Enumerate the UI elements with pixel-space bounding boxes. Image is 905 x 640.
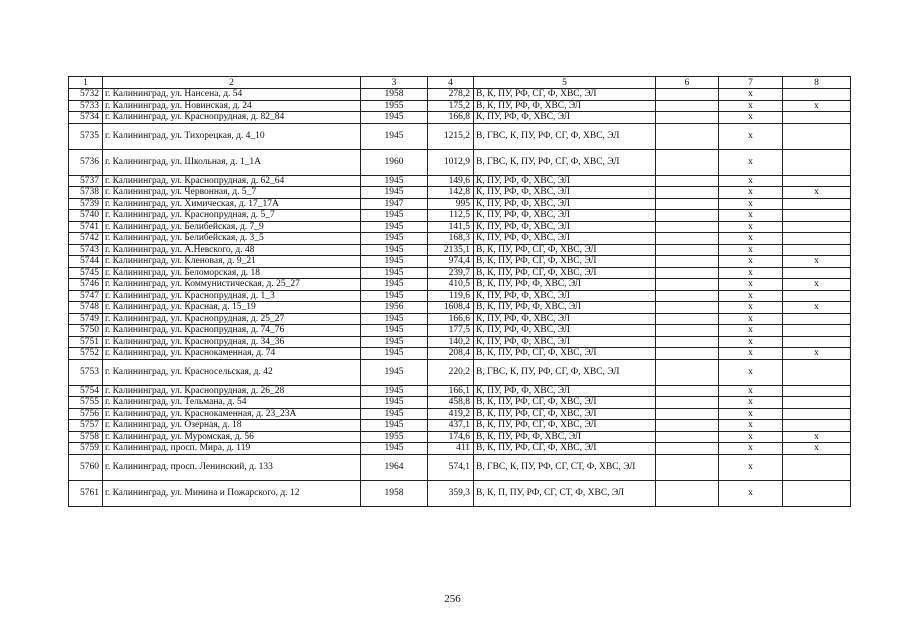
address-cell: г. Калининград, ул. Червонная, д. 5_7	[103, 187, 361, 199]
row-number: 5747	[69, 290, 103, 302]
year-cell: 1945	[361, 267, 428, 279]
row-number: 5753	[69, 359, 103, 385]
systems-cell: В, К, ПУ, РФ, СГ, Ф, ХВС, ЭЛ	[474, 348, 656, 360]
table-row	[69, 112, 851, 124]
col7-mark: х	[719, 420, 783, 432]
table-row	[69, 267, 851, 279]
col7-mark: х	[719, 348, 783, 360]
year-cell: 1945	[361, 325, 428, 337]
col7-mark: х	[719, 302, 783, 314]
address-cell: г. Калининград, ул. Краснокаменная, д. 74	[103, 348, 361, 360]
systems-cell: В, К, ПУ, РФ, Ф, ХВС, ЭЛ	[474, 431, 656, 443]
col6-cell	[656, 420, 719, 432]
row-number: 5750	[69, 325, 103, 337]
year-cell: 1955	[361, 100, 428, 112]
col6-cell	[656, 233, 719, 245]
col6-cell	[656, 336, 719, 348]
col7-mark: х	[719, 480, 783, 506]
row-number: 5746	[69, 279, 103, 291]
row-number: 5758	[69, 431, 103, 443]
area-cell: 1215,2	[428, 123, 474, 149]
row-number: 5738	[69, 187, 103, 199]
col6-cell	[656, 359, 719, 385]
systems-cell: В, К, ПУ, РФ, СГ, Ф, ХВС, ЭЛ	[474, 267, 656, 279]
address-cell: г. Калининград, ул. Краснопрудная, д. 1_3	[103, 290, 361, 302]
col7-mark: х	[719, 290, 783, 302]
col7-mark: х	[719, 313, 783, 325]
area-cell: 175,2	[428, 100, 474, 112]
col7-mark: х	[719, 443, 783, 455]
col8-mark	[783, 123, 851, 149]
area-cell: 177,5	[428, 325, 474, 337]
row-number: 5743	[69, 244, 103, 256]
year-cell: 1945	[361, 359, 428, 385]
area-cell: 974,4	[428, 256, 474, 268]
area-cell: 140,2	[428, 336, 474, 348]
year-cell: 1945	[361, 233, 428, 245]
col7-mark: х	[719, 244, 783, 256]
row-number: 5739	[69, 198, 103, 210]
address-cell: г. Калининград, ул. Тихорецкая, д. 4_10	[103, 123, 361, 149]
table-row	[69, 397, 851, 409]
row-number: 5755	[69, 397, 103, 409]
address-cell: г. Калининград, ул. Краснопрудная, д. 26_28	[103, 385, 361, 397]
year-cell: 1964	[361, 454, 428, 480]
col6-cell	[656, 210, 719, 222]
table-row	[69, 290, 851, 302]
systems-cell: К, ПУ, РФ, Ф, ХВС, ЭЛ	[474, 198, 656, 210]
table-row	[69, 175, 851, 187]
table-row	[69, 210, 851, 222]
year-cell: 1945	[361, 443, 428, 455]
area-cell: 174,6	[428, 431, 474, 443]
col8-mark	[783, 420, 851, 432]
area-cell: 411	[428, 443, 474, 455]
col8-mark	[783, 385, 851, 397]
col7-mark: х	[719, 408, 783, 420]
address-cell: г. Калининград, ул. Коммунистическая, д. 25_27	[103, 279, 361, 291]
year-cell: 1945	[361, 397, 428, 409]
address-cell: г. Калининград, ул. Минина и Пожарского, д. 12	[103, 480, 361, 506]
table-row	[69, 123, 851, 149]
col6-cell	[656, 187, 719, 199]
row-number: 5742	[69, 233, 103, 245]
year-cell: 1945	[361, 408, 428, 420]
systems-cell: В, К, ПУ, РФ, СГ, Ф, ХВС, ЭЛ	[474, 397, 656, 409]
col7-mark: х	[719, 397, 783, 409]
systems-cell: К, ПУ, РФ, Ф, ХВС, ЭЛ	[474, 233, 656, 245]
col6-cell	[656, 348, 719, 360]
row-number: 5740	[69, 210, 103, 222]
systems-cell: В, К, ПУ, РФ, Ф, ХВС, ЭЛ	[474, 302, 656, 314]
systems-cell: В, К, ПУ, РФ, Ф, ХВС, ЭЛ	[474, 279, 656, 291]
systems-cell: К, ПУ, РФ, Ф, ХВС, ЭЛ	[474, 313, 656, 325]
systems-cell: К, ПУ, РФ, Ф, ХВС, ЭЛ	[474, 112, 656, 124]
table-row	[69, 420, 851, 432]
address-cell: г. Калининград, ул. Школьная, д. 1_1А	[103, 149, 361, 175]
year-cell: 1945	[361, 290, 428, 302]
year-cell: 1960	[361, 149, 428, 175]
table-row	[69, 233, 851, 245]
area-cell: 166,6	[428, 313, 474, 325]
year-cell: 1945	[361, 256, 428, 268]
table-body	[69, 89, 851, 507]
col8-mark	[783, 397, 851, 409]
col6-cell	[656, 480, 719, 506]
col8-mark	[783, 89, 851, 101]
row-number: 5757	[69, 420, 103, 432]
col8-mark	[783, 210, 851, 222]
col6-cell	[656, 325, 719, 337]
row-number: 5752	[69, 348, 103, 360]
col7-mark: х	[719, 100, 783, 112]
address-cell: г. Калининград, ул. А.Невского, д. 48	[103, 244, 361, 256]
area-cell: 574,1	[428, 454, 474, 480]
systems-cell: В, К, ПУ, РФ, СГ, Ф, ХВС, ЭЛ	[474, 256, 656, 268]
col8-mark	[783, 233, 851, 245]
systems-cell: В, К, ПУ, РФ, Ф, ХВС, ЭЛ	[474, 100, 656, 112]
col8-mark	[783, 267, 851, 279]
address-cell: г. Калининград, ул. Химическая, д. 17_17А	[103, 198, 361, 210]
col-header: 1	[69, 77, 103, 89]
row-number: 5756	[69, 408, 103, 420]
col6-cell	[656, 221, 719, 233]
col-header: 4	[428, 77, 474, 89]
area-cell: 239,7	[428, 267, 474, 279]
table-row	[69, 313, 851, 325]
area-cell: 2135,1	[428, 244, 474, 256]
row-number: 5737	[69, 175, 103, 187]
year-cell: 1945	[361, 123, 428, 149]
col7-mark: х	[719, 454, 783, 480]
col8-mark: х	[783, 431, 851, 443]
col8-mark	[783, 336, 851, 348]
systems-cell: К, ПУ, РФ, Ф, ХВС, ЭЛ	[474, 336, 656, 348]
col7-mark: х	[719, 187, 783, 199]
address-cell: г. Калининград, ул. Белибейская, д. 3_5	[103, 233, 361, 245]
year-cell: 1958	[361, 480, 428, 506]
registry-table	[68, 76, 851, 507]
col7-mark: х	[719, 149, 783, 175]
col7-mark: х	[719, 89, 783, 101]
table-row	[69, 187, 851, 199]
year-cell: 1945	[361, 112, 428, 124]
table-row	[69, 408, 851, 420]
year-cell: 1945	[361, 385, 428, 397]
col8-mark	[783, 325, 851, 337]
table-row	[69, 348, 851, 360]
col6-cell	[656, 397, 719, 409]
col6-cell	[656, 175, 719, 187]
table-row	[69, 244, 851, 256]
col8-mark	[783, 175, 851, 187]
col6-cell	[656, 112, 719, 124]
col7-mark: х	[719, 336, 783, 348]
systems-cell: В, ГВС, К, ПУ, РФ, СГ, Ф, ХВС, ЭЛ	[474, 359, 656, 385]
address-cell: г. Калининград, ул. Краснопрудная, д. 62_64	[103, 175, 361, 187]
address-cell: г. Калининград, ул. Краснопрудная, д. 34_36	[103, 336, 361, 348]
col8-mark: х	[783, 348, 851, 360]
area-cell: 278,2	[428, 89, 474, 101]
systems-cell: В, К, П, ПУ, РФ, СГ, СТ, Ф, ХВС, ЭЛ	[474, 480, 656, 506]
systems-cell: В, К, ПУ, РФ, СГ, Ф, ХВС, ЭЛ	[474, 420, 656, 432]
area-cell: 410,5	[428, 279, 474, 291]
col8-mark	[783, 112, 851, 124]
header-row	[69, 77, 851, 89]
year-cell: 1945	[361, 187, 428, 199]
address-cell: г. Калининград, ул. Красная, д. 15_19	[103, 302, 361, 314]
row-number: 5736	[69, 149, 103, 175]
col7-mark: х	[719, 112, 783, 124]
col8-mark	[783, 480, 851, 506]
col7-mark: х	[719, 221, 783, 233]
row-number: 5744	[69, 256, 103, 268]
col7-mark: х	[719, 233, 783, 245]
col6-cell	[656, 89, 719, 101]
table-row	[69, 359, 851, 385]
col6-cell	[656, 100, 719, 112]
col6-cell	[656, 431, 719, 443]
address-cell: г. Калининград, ул. Краснопрудная, д. 25_27	[103, 313, 361, 325]
systems-cell: К, ПУ, РФ, Ф, ХВС, ЭЛ	[474, 210, 656, 222]
address-cell: г. Калининград, ул. Краснокаменная, д. 23_23А	[103, 408, 361, 420]
col7-mark: х	[719, 123, 783, 149]
col7-mark: х	[719, 325, 783, 337]
area-cell: 141,5	[428, 221, 474, 233]
col8-mark	[783, 290, 851, 302]
address-cell: г. Калининград, ул. Белибейская, д. 7_9	[103, 221, 361, 233]
table-row	[69, 443, 851, 455]
address-cell: г. Калининград, ул. Тельмана, д. 54	[103, 397, 361, 409]
col6-cell	[656, 267, 719, 279]
table-row	[69, 256, 851, 268]
systems-cell: В, К, ПУ, РФ, СГ, Ф, ХВС, ЭЛ	[474, 89, 656, 101]
row-number: 5748	[69, 302, 103, 314]
area-cell: 142,8	[428, 187, 474, 199]
systems-cell: К, ПУ, РФ, Ф, ХВС, ЭЛ	[474, 385, 656, 397]
col8-mark: х	[783, 100, 851, 112]
area-cell: 149,6	[428, 175, 474, 187]
address-cell: г. Калининград, ул. Краснопрудная, д. 5_7	[103, 210, 361, 222]
systems-cell: К, ПУ, РФ, Ф, ХВС, ЭЛ	[474, 187, 656, 199]
col-header: 2	[103, 77, 361, 89]
col8-mark: х	[783, 256, 851, 268]
year-cell: 1945	[361, 175, 428, 187]
row-number: 5733	[69, 100, 103, 112]
address-cell: г. Калининград, ул. Муромская, д. 56	[103, 431, 361, 443]
col8-mark: х	[783, 279, 851, 291]
col8-mark	[783, 149, 851, 175]
col8-mark	[783, 408, 851, 420]
year-cell: 1945	[361, 420, 428, 432]
address-cell: г. Калининград, ул. Новинская, д. 24	[103, 100, 361, 112]
area-cell: 112,5	[428, 210, 474, 222]
table-row	[69, 100, 851, 112]
year-cell: 1955	[361, 431, 428, 443]
row-number: 5759	[69, 443, 103, 455]
area-cell: 220,2	[428, 359, 474, 385]
year-cell: 1956	[361, 302, 428, 314]
row-number: 5735	[69, 123, 103, 149]
table-row	[69, 279, 851, 291]
col7-mark: х	[719, 431, 783, 443]
systems-cell: В, К, ПУ, РФ, СГ, Ф, ХВС, ЭЛ	[474, 408, 656, 420]
col6-cell	[656, 279, 719, 291]
table-row	[69, 325, 851, 337]
systems-cell: В, ГВС, К, ПУ, РФ, СГ, СТ, Ф, ХВС, ЭЛ	[474, 454, 656, 480]
area-cell: 458,8	[428, 397, 474, 409]
table-row	[69, 431, 851, 443]
area-cell: 166,1	[428, 385, 474, 397]
area-cell: 419,2	[428, 408, 474, 420]
col6-cell	[656, 313, 719, 325]
col7-mark: х	[719, 359, 783, 385]
col7-mark: х	[719, 256, 783, 268]
address-cell: г. Калининград, ул. Краснопрудная, д. 82_84	[103, 112, 361, 124]
year-cell: 1945	[361, 348, 428, 360]
address-cell: г. Калининград, просп. Мира, д. 119	[103, 443, 361, 455]
row-number: 5745	[69, 267, 103, 279]
address-cell: г. Калининград, ул. Озерная, д. 18	[103, 420, 361, 432]
col8-mark	[783, 198, 851, 210]
address-cell: г. Калининград, просп. Ленинский, д. 133	[103, 454, 361, 480]
col8-mark	[783, 221, 851, 233]
col6-cell	[656, 123, 719, 149]
table-row	[69, 336, 851, 348]
col7-mark: х	[719, 175, 783, 187]
col-header: 5	[474, 77, 656, 89]
col6-cell	[656, 454, 719, 480]
systems-cell: В, ГВС, К, ПУ, РФ, СГ, Ф, ХВС, ЭЛ	[474, 123, 656, 149]
row-number: 5754	[69, 385, 103, 397]
table-row	[69, 385, 851, 397]
year-cell: 1958	[361, 89, 428, 101]
col8-mark	[783, 244, 851, 256]
year-cell: 1945	[361, 221, 428, 233]
systems-cell: В, ГВС, К, ПУ, РФ, СГ, Ф, ХВС, ЭЛ	[474, 149, 656, 175]
row-number: 5734	[69, 112, 103, 124]
year-cell: 1945	[361, 210, 428, 222]
col8-mark	[783, 313, 851, 325]
area-cell: 995	[428, 198, 474, 210]
row-number: 5761	[69, 480, 103, 506]
area-cell: 1012,9	[428, 149, 474, 175]
row-number: 5749	[69, 313, 103, 325]
address-cell: г. Калининград, ул. Кленовая, д. 9_21	[103, 256, 361, 268]
col7-mark: х	[719, 267, 783, 279]
col8-mark	[783, 454, 851, 480]
table-row	[69, 221, 851, 233]
address-cell: г. Калининград, ул. Краснопрудная, д. 74_76	[103, 325, 361, 337]
area-cell: 168,3	[428, 233, 474, 245]
page-number: 256	[444, 593, 461, 605]
table-row	[69, 480, 851, 506]
col8-mark: х	[783, 443, 851, 455]
systems-cell: К, ПУ, РФ, Ф, ХВС, ЭЛ	[474, 325, 656, 337]
col6-cell	[656, 385, 719, 397]
address-cell: г. Калининград, ул. Беломорская, д. 18	[103, 267, 361, 279]
address-cell: г. Калининград, ул. Красносельская, д. 42	[103, 359, 361, 385]
col6-cell	[656, 408, 719, 420]
systems-cell: К, ПУ, РФ, Ф, ХВС, ЭЛ	[474, 175, 656, 187]
col7-mark: х	[719, 210, 783, 222]
col8-mark: х	[783, 302, 851, 314]
year-cell: 1945	[361, 244, 428, 256]
area-cell: 437,1	[428, 420, 474, 432]
table-row	[69, 149, 851, 175]
col8-mark	[783, 359, 851, 385]
table-row	[69, 302, 851, 314]
area-cell: 166,8	[428, 112, 474, 124]
area-cell: 359,3	[428, 480, 474, 506]
col6-cell	[656, 149, 719, 175]
systems-cell: К, ПУ, РФ, Ф, ХВС, ЭЛ	[474, 290, 656, 302]
col6-cell	[656, 244, 719, 256]
table-row	[69, 454, 851, 480]
row-number: 5741	[69, 221, 103, 233]
col7-mark: х	[719, 279, 783, 291]
col7-mark: х	[719, 198, 783, 210]
address-cell: г. Калининград, ул. Нансена, д. 54	[103, 89, 361, 101]
area-cell: 119,6	[428, 290, 474, 302]
col7-mark: х	[719, 385, 783, 397]
col6-cell	[656, 198, 719, 210]
year-cell: 1945	[361, 336, 428, 348]
row-number: 5760	[69, 454, 103, 480]
col-header: 7	[719, 77, 783, 89]
col-header: 6	[656, 77, 719, 89]
table-row	[69, 89, 851, 101]
col6-cell	[656, 290, 719, 302]
row-number: 5751	[69, 336, 103, 348]
year-cell: 1945	[361, 313, 428, 325]
col-header: 8	[783, 77, 851, 89]
year-cell: 1947	[361, 198, 428, 210]
systems-cell: К, ПУ, РФ, Ф, ХВС, ЭЛ	[474, 221, 656, 233]
row-number: 5732	[69, 89, 103, 101]
col8-mark: х	[783, 187, 851, 199]
area-cell: 1608,4	[428, 302, 474, 314]
systems-cell: В, К, ПУ, РФ, СГ, Ф, ХВС, ЭЛ	[474, 443, 656, 455]
table-row	[69, 198, 851, 210]
year-cell: 1945	[361, 279, 428, 291]
systems-cell: В, К, ПУ, РФ, СГ, Ф, ХВС, ЭЛ	[474, 244, 656, 256]
col-header: 3	[361, 77, 428, 89]
col6-cell	[656, 443, 719, 455]
area-cell: 208,4	[428, 348, 474, 360]
col6-cell	[656, 302, 719, 314]
col6-cell	[656, 256, 719, 268]
